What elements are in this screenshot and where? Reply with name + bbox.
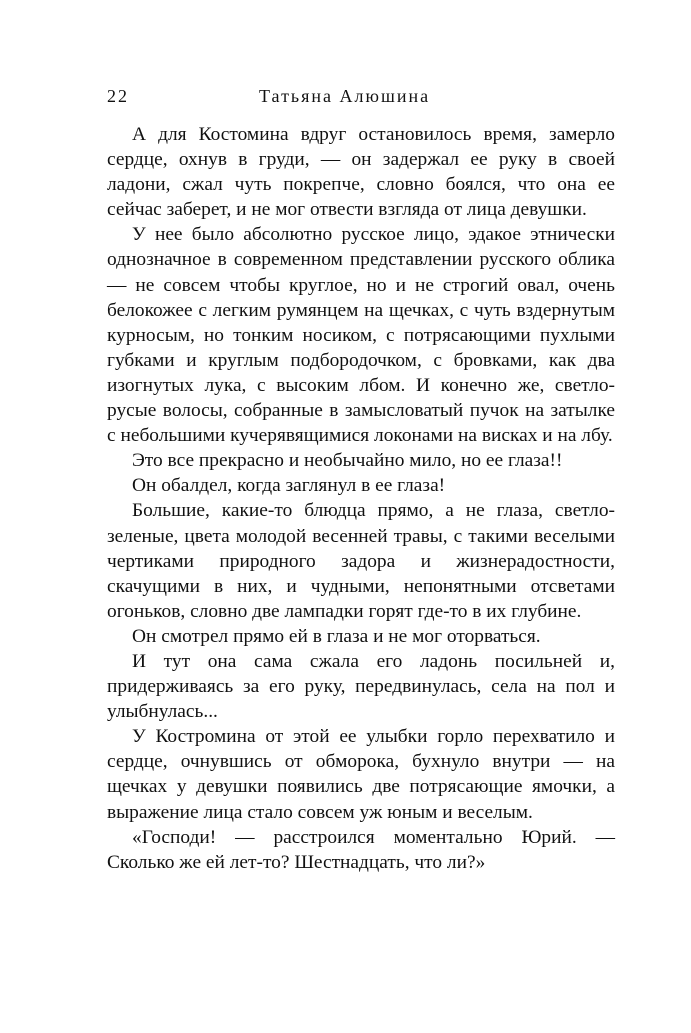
paragraph: У нее было абсолютно русское лицо, эдакое этнически однозначное в современном представлении русского облика — не совсем чтобы круглое, но и не строгий овал, очень белокожее с легким румянцем на щечках, с чуть вздернутым курносым, но тонким носиком, с потрясающими пухлыми губками и круглым подбородочком, с бровками, как два изогнутых лука, с высоким лбом. И конечно же, светло-русые волосы, собранные в замысловатый пучок на затылке с небольшими кучерявящимися локонами на висках и на лбу. (107, 224, 615, 447)
paragraph: Он смотрел прямо ей в глаза и не мог оторваться. (132, 625, 541, 647)
page-number: 22 (107, 86, 129, 106)
book-page (107, 86, 615, 875)
paragraph: У Костромина от этой ее улыбки горло перехватило и сердце, очнувшись от обморока, бухнуло внутри — на щечках у девушки появились две потрясающие ямочки, а выражение лица стало совсем уж юным и веселым. (107, 726, 615, 823)
paragraph: Он обалдел, когда заглянул в ее глаза! (132, 475, 446, 497)
paragraph: И тут она сама сжала его ладонь посильней и, придерживаясь за его руку, передвинулась, села на пол и улыбнулась... (107, 650, 615, 723)
page-header (107, 86, 615, 116)
body-text (107, 122, 615, 875)
paragraph: «Господи! — расстроился моментально Юрий. — Сколько же ей лет-то? Шестнадцать, что ли?» (107, 826, 615, 873)
paragraph: Это все прекрасно и необычайно мило, но ее глаза!! (132, 450, 563, 472)
running-title: Татьяна Алюшина (259, 86, 431, 106)
paragraph: Большие, какие-то блюдца прямо, а не глаза, светло-зеленые, цвета молодой весенней травы, с такими веселыми чертиками природного задора и жизнерадостности, скачущими в них, и чудными, непонятными отсветами огоньков, словно две лампадки горят где-то в их глубине. (107, 500, 615, 622)
paragraph: А для Костомина вдруг остановилось время, замерло сердце, охнув в груди, — он задержал ее руку в своей ладони, сжал чуть покрепче, словно боялся, что она ее сейчас заберет, и не мог отвести взгляда от лица девушки. (107, 124, 615, 221)
